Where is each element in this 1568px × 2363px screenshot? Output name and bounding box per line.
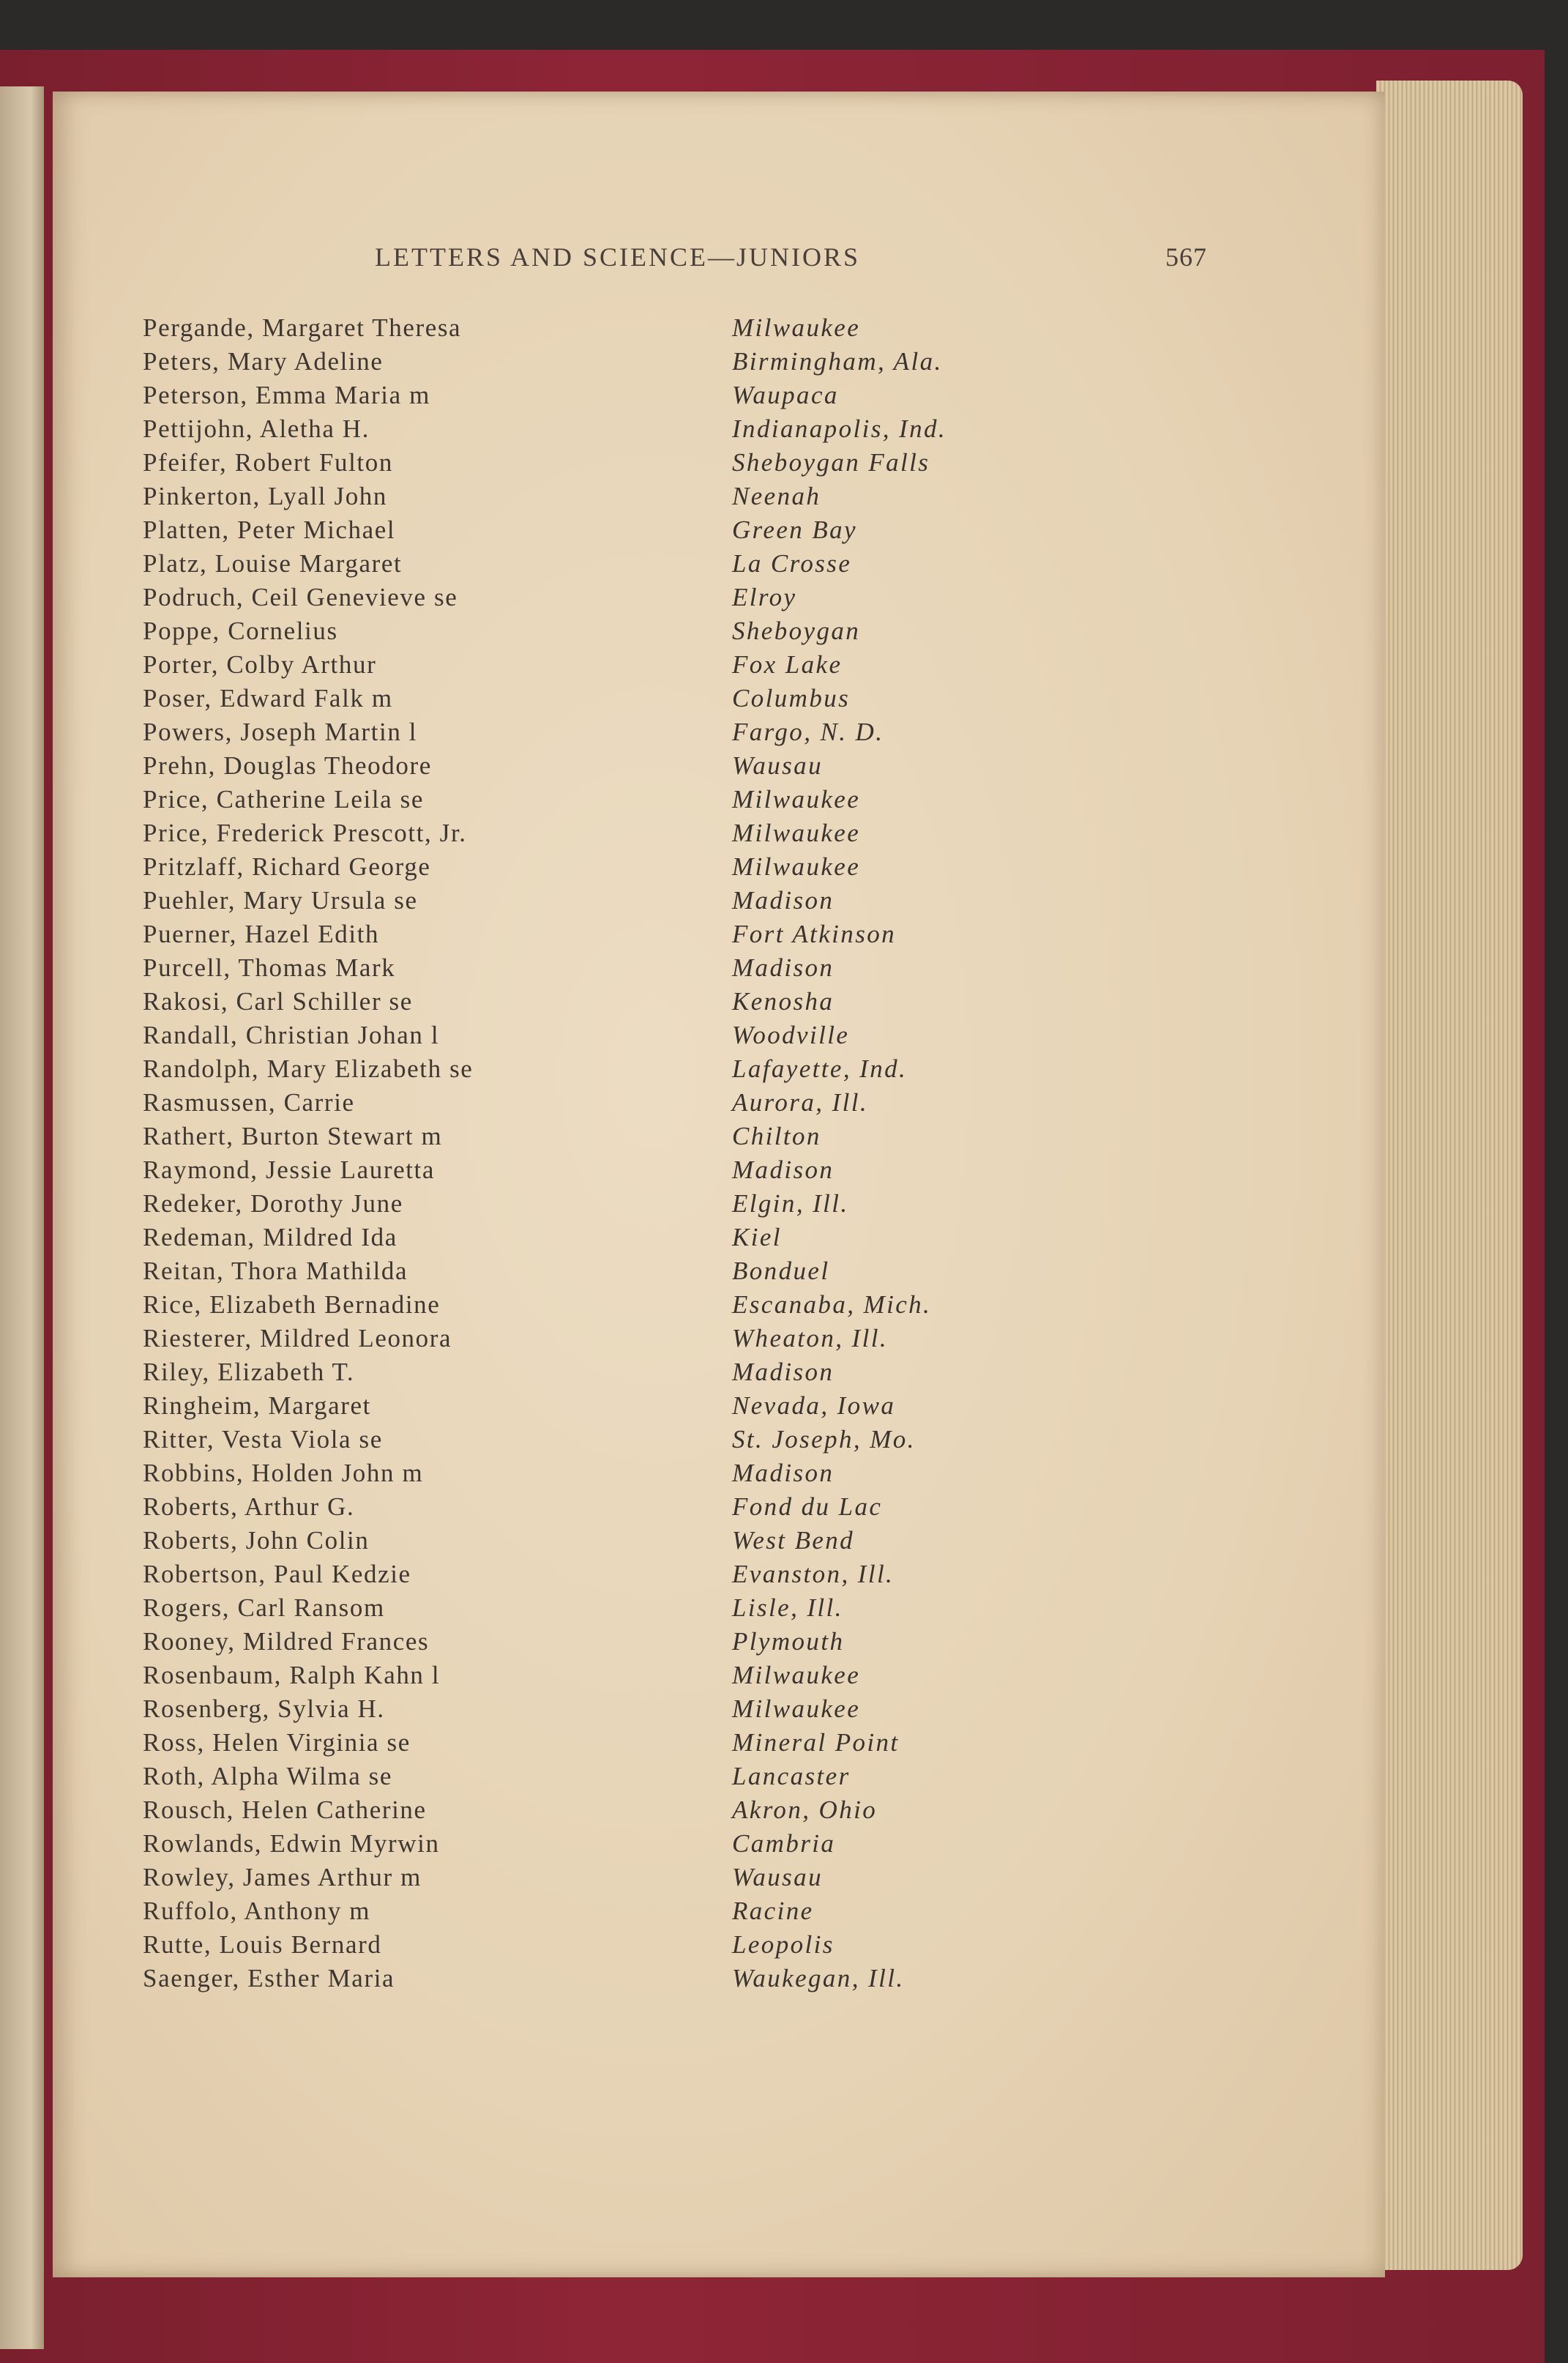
list-item (53, 1827, 1385, 1861)
list-item (53, 884, 1385, 918)
hometown: West Bend (732, 1526, 855, 1555)
list-item (53, 1692, 1385, 1726)
student-name: Podruch, Ceil Genevieve se (143, 583, 458, 611)
list-item (53, 648, 1385, 682)
hometown: Akron, Ohio (732, 1795, 878, 1824)
hometown: Woodville (732, 1021, 850, 1049)
student-name: Pettijohn, Aletha H. (143, 414, 370, 443)
list-item (53, 1558, 1385, 1591)
list-item (53, 614, 1385, 648)
student-name: Puerner, Hazel Edith (143, 920, 380, 948)
hometown: Milwaukee (732, 785, 861, 814)
hometown: Milwaukee (732, 852, 861, 881)
hometown: Nevada, Iowa (732, 1391, 896, 1420)
student-name: Rowlands, Edwin Myrwin (143, 1829, 440, 1858)
list-item (53, 513, 1385, 547)
student-name: Price, Frederick Prescott, Jr. (143, 819, 467, 847)
student-name: Platten, Peter Michael (143, 516, 396, 544)
student-name: Pinkerton, Lyall John (143, 482, 388, 510)
hometown: Milwaukee (732, 819, 861, 847)
student-name: Rathert, Burton Stewart m (143, 1122, 443, 1150)
student-name: Roth, Alpha Wilma se (143, 1762, 393, 1790)
list-item (53, 715, 1385, 749)
student-name: Poser, Edward Falk m (143, 684, 393, 712)
hometown: Madison (732, 886, 835, 915)
running-head: LETTERS AND SCIENCE—JUNIORS (375, 242, 861, 272)
hometown: Madison (732, 1459, 835, 1487)
list-item (53, 1221, 1385, 1254)
list-item (53, 1928, 1385, 1962)
page-block-edges (1376, 81, 1523, 2270)
list-item (53, 311, 1385, 345)
student-name: Randolph, Mary Elizabeth se (143, 1054, 474, 1083)
hometown: La Crosse (732, 549, 852, 578)
hometown: Plymouth (732, 1627, 845, 1656)
book-page (53, 92, 1385, 2277)
student-name: Rice, Elizabeth Bernadine (143, 1290, 441, 1319)
student-name: Peterson, Emma Maria m (143, 381, 430, 409)
page-number: 567 (1165, 242, 1207, 272)
student-name: Riley, Elizabeth T. (143, 1358, 355, 1386)
list-item (53, 1962, 1385, 1995)
list-item (53, 480, 1385, 513)
student-name: Pfeifer, Robert Fulton (143, 448, 393, 477)
student-name: Reitan, Thora Mathilda (143, 1257, 408, 1285)
student-name: Rowley, James Arthur m (143, 1863, 422, 1891)
hometown: Fond du Lac (732, 1492, 883, 1521)
student-name: Ringheim, Margaret (143, 1391, 371, 1420)
hometown: Bonduel (732, 1257, 830, 1285)
hometown: Kenosha (732, 987, 835, 1016)
hometown: Birmingham, Ala. (732, 347, 943, 376)
student-name: Rogers, Carl Ransom (143, 1593, 385, 1622)
list-item (53, 1726, 1385, 1760)
hometown: Kiel (732, 1223, 782, 1251)
student-name: Rutte, Louis Bernard (143, 1930, 382, 1959)
student-name: Powers, Joseph Martin l (143, 718, 418, 746)
list-item (53, 547, 1385, 581)
list-item (53, 1086, 1385, 1120)
list-item (53, 1254, 1385, 1288)
list-item (53, 682, 1385, 715)
list-item (53, 1591, 1385, 1625)
student-name: Peters, Mary Adeline (143, 347, 384, 376)
student-name: Rosenbaum, Ralph Kahn l (143, 1661, 441, 1689)
list-item (53, 1625, 1385, 1659)
list-item (53, 1524, 1385, 1558)
list-item (53, 749, 1385, 783)
student-name: Saenger, Esther Maria (143, 1964, 395, 1992)
list-item (53, 783, 1385, 816)
student-name: Redeker, Dorothy June (143, 1189, 403, 1218)
hometown: Mineral Point (732, 1728, 900, 1757)
list-item (53, 379, 1385, 412)
list-item (53, 1187, 1385, 1221)
hometown: Racine (732, 1897, 814, 1925)
list-item (53, 412, 1385, 446)
hometown: Milwaukee (732, 1661, 861, 1689)
student-name: Randall, Christian Johan l (143, 1021, 440, 1049)
list-item (53, 1019, 1385, 1052)
hometown: Fox Lake (732, 650, 843, 679)
list-item (53, 1861, 1385, 1894)
student-list (53, 311, 1385, 1995)
list-item (53, 1490, 1385, 1524)
hometown: Waukegan, Ill. (732, 1964, 905, 1992)
hometown: Neenah (732, 482, 821, 510)
list-item (53, 850, 1385, 884)
student-name: Robertson, Paul Kedzie (143, 1560, 411, 1588)
list-item (53, 1793, 1385, 1827)
student-name: Rasmussen, Carrie (143, 1088, 355, 1117)
list-item (53, 1120, 1385, 1153)
hometown: Wheaton, Ill. (732, 1324, 888, 1352)
list-item (53, 951, 1385, 985)
hometown: Columbus (732, 684, 851, 712)
list-item (53, 1355, 1385, 1389)
student-name: Rosenberg, Sylvia H. (143, 1694, 385, 1723)
student-name: Pritzlaff, Richard George (143, 852, 431, 881)
hometown: Madison (732, 1358, 835, 1386)
hometown: Wausau (732, 751, 823, 780)
list-item (53, 1153, 1385, 1187)
hometown: Leopolis (732, 1930, 835, 1959)
student-name: Purcell, Thomas Mark (143, 953, 396, 982)
hometown: Milwaukee (732, 313, 861, 342)
hometown: Evanston, Ill. (732, 1560, 895, 1588)
hometown: Escanaba, Mich. (732, 1290, 932, 1319)
list-item (53, 446, 1385, 480)
student-name: Price, Catherine Leila se (143, 785, 425, 814)
student-name: Ritter, Vesta Viola se (143, 1425, 383, 1454)
hometown: Aurora, Ill. (732, 1088, 868, 1117)
hometown: Indianapolis, Ind. (732, 414, 947, 443)
hometown: Madison (732, 1156, 835, 1184)
student-name: Rousch, Helen Catherine (143, 1795, 427, 1824)
list-item (53, 1288, 1385, 1322)
list-item (53, 1423, 1385, 1456)
page-header (53, 242, 1385, 278)
student-name: Pergande, Margaret Theresa (143, 313, 462, 342)
student-name: Puehler, Mary Ursula se (143, 886, 418, 915)
student-name: Rooney, Mildred Frances (143, 1627, 430, 1656)
hometown: Lancaster (732, 1762, 851, 1790)
hometown: Green Bay (732, 516, 857, 544)
list-item (53, 1389, 1385, 1423)
student-name: Ross, Helen Virginia se (143, 1728, 411, 1757)
list-item (53, 1894, 1385, 1928)
list-item (53, 581, 1385, 614)
student-name: Platz, Louise Margaret (143, 549, 403, 578)
student-name: Roberts, Arthur G. (143, 1492, 355, 1521)
list-item (53, 1052, 1385, 1086)
previous-page-edge (0, 86, 44, 2349)
hometown: Sheboygan Falls (732, 448, 930, 477)
hometown: Lafayette, Ind. (732, 1054, 908, 1083)
hometown: St. Joseph, Mo. (732, 1425, 916, 1454)
hometown: Chilton (732, 1122, 821, 1150)
list-item (53, 1322, 1385, 1355)
hometown: Elgin, Ill. (732, 1189, 849, 1218)
list-item (53, 1456, 1385, 1490)
student-name: Prehn, Douglas Theodore (143, 751, 432, 780)
hometown: Elroy (732, 583, 797, 611)
list-item (53, 918, 1385, 951)
student-name: Robbins, Holden John m (143, 1459, 424, 1487)
list-item (53, 1760, 1385, 1793)
hometown: Cambria (732, 1829, 836, 1858)
hometown: Fargo, N. D. (732, 718, 884, 746)
list-item (53, 1659, 1385, 1692)
hometown: Wausau (732, 1863, 823, 1891)
hometown: Waupaca (732, 381, 839, 409)
student-name: Ruffolo, Anthony m (143, 1897, 371, 1925)
student-name: Rakosi, Carl Schiller se (143, 987, 413, 1016)
list-item (53, 816, 1385, 850)
student-name: Riesterer, Mildred Leonora (143, 1324, 452, 1352)
list-item (53, 345, 1385, 379)
list-item (53, 985, 1385, 1019)
student-name: Redeman, Mildred Ida (143, 1223, 397, 1251)
hometown: Sheboygan (732, 617, 861, 645)
hometown: Lisle, Ill. (732, 1593, 843, 1622)
hometown: Fort Atkinson (732, 920, 897, 948)
student-name: Poppe, Cornelius (143, 617, 338, 645)
student-name: Roberts, John Colin (143, 1526, 370, 1555)
hometown: Milwaukee (732, 1694, 861, 1723)
hometown: Madison (732, 953, 835, 982)
student-name: Raymond, Jessie Lauretta (143, 1156, 435, 1184)
student-name: Porter, Colby Arthur (143, 650, 377, 679)
